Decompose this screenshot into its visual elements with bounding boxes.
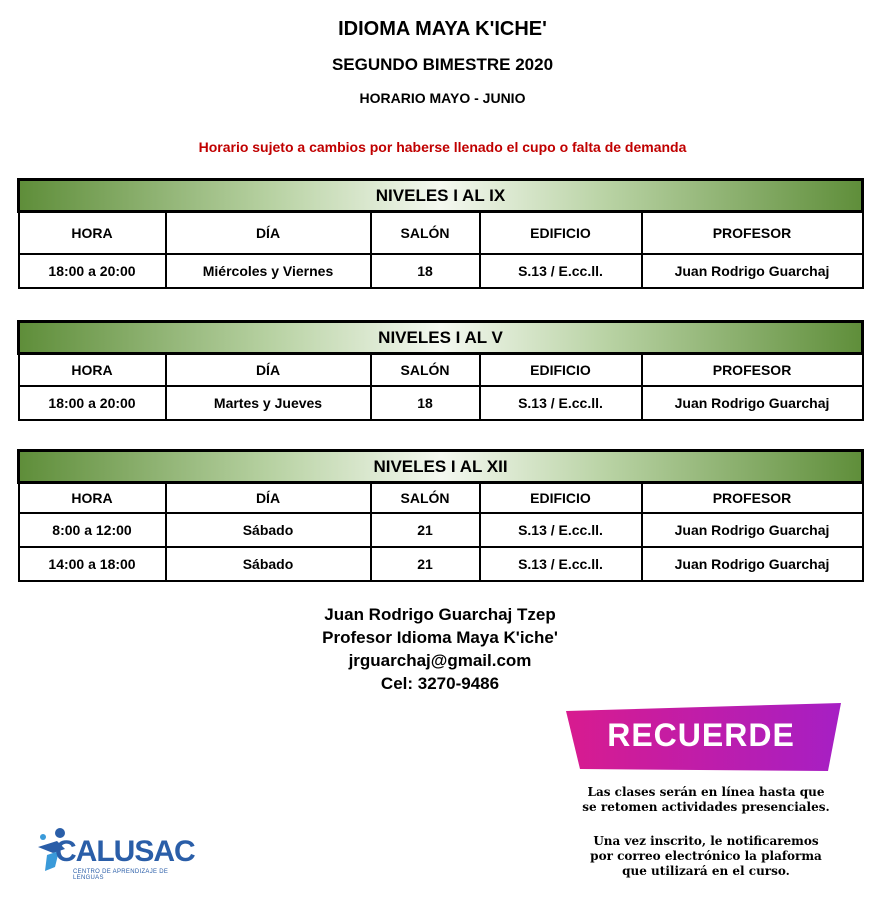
reminder-banner xyxy=(566,703,842,771)
logo-tagline: CENTRO DE APRENDIZAJE DE LENGUAS xyxy=(73,869,169,881)
column-header-hora: HORA xyxy=(19,483,166,514)
page-title: IDIOMA MAYA K'ICHE' xyxy=(338,18,547,40)
cell-hora: 18:00 a 20:00 xyxy=(19,254,166,288)
cell-profesor: Juan Rodrigo Guarchaj xyxy=(642,513,863,547)
cell-edificio: S.13 / E.cc.ll. xyxy=(480,547,642,581)
contact-role: Profesor Idioma Maya K'iche' xyxy=(322,628,558,647)
cell-profesor: Juan Rodrigo Guarchaj xyxy=(642,254,863,288)
column-header-edificio: EDIFICIO xyxy=(480,483,642,514)
schedule-table-levels-1-9 xyxy=(17,178,864,289)
column-header-profesor: PROFESOR xyxy=(642,483,863,514)
page-subtitle: SEGUNDO BIMESTRE 2020 xyxy=(331,55,554,74)
cell-hora: 14:00 a 18:00 xyxy=(19,547,166,581)
reminder-note-platform xyxy=(556,834,856,879)
cell-salon: 18 xyxy=(371,254,480,288)
schedule-period: HORARIO MAYO - JUNIO xyxy=(359,90,526,106)
column-header-dia: DÍA xyxy=(166,483,371,514)
column-header-dia: DÍA xyxy=(166,354,371,387)
column-header-salon: SALÓN xyxy=(371,354,480,387)
column-header-profesor: PROFESOR xyxy=(642,354,863,387)
contact-name: Juan Rodrigo Guarchaj Tzep xyxy=(324,605,556,624)
column-header-salon: SALÓN xyxy=(371,483,480,514)
column-header-profesor: PROFESOR xyxy=(642,212,863,255)
cell-dia: Miércoles y Viernes xyxy=(166,254,371,288)
calusac-logo xyxy=(33,825,193,885)
schedule-table-levels-1-5 xyxy=(17,320,864,421)
logo-wordmark: CALUSAC xyxy=(55,835,195,868)
reminder-line: por correo electrónico la plaforma xyxy=(590,849,822,863)
level-band: NIVELES I AL IX xyxy=(19,180,863,212)
contact-email[interactable]: jrguarchaj@gmail.com xyxy=(348,651,532,670)
cell-dia: Sábado xyxy=(166,547,371,581)
cell-profesor: Juan Rodrigo Guarchaj xyxy=(642,386,863,420)
reminder-line: que utilizará en el curso. xyxy=(622,864,790,878)
cell-hora: 8:00 a 12:00 xyxy=(19,513,166,547)
reminder-note-online xyxy=(556,785,856,815)
column-header-edificio: EDIFICIO xyxy=(480,212,642,255)
cell-edificio: S.13 / E.cc.ll. xyxy=(480,386,642,420)
reminder-line: Las clases serán en línea hasta que xyxy=(587,785,825,799)
contact-block xyxy=(240,603,640,695)
level-band: NIVELES I AL V xyxy=(19,322,863,354)
table-row xyxy=(19,547,863,581)
cell-edificio: S.13 / E.cc.ll. xyxy=(480,254,642,288)
column-header-hora: HORA xyxy=(19,354,166,387)
column-header-dia: DÍA xyxy=(166,212,371,255)
table-row xyxy=(19,386,863,420)
column-header-hora: HORA xyxy=(19,212,166,255)
cell-edificio: S.13 / E.cc.ll. xyxy=(480,513,642,547)
cell-salon: 18 xyxy=(371,386,480,420)
schedule-table-levels-1-12 xyxy=(17,449,864,582)
reminder-label: RECUERDE xyxy=(607,717,795,753)
schedule-notice: Horario sujeto a cambios por haberse llenado el cupo o falta de demanda xyxy=(198,139,687,155)
cell-salon: 21 xyxy=(371,513,480,547)
reminder-line: se retomen actividades presenciales. xyxy=(582,800,830,814)
reminder-line: Una vez inscrito, le notificaremos xyxy=(593,834,819,848)
contact-phone: Cel: 3270-9486 xyxy=(380,674,500,693)
cell-salon: 21 xyxy=(371,547,480,581)
column-header-salon: SALÓN xyxy=(371,212,480,255)
cell-hora: 18:00 a 20:00 xyxy=(19,386,166,420)
level-band: NIVELES I AL XII xyxy=(19,451,863,483)
cell-dia: Martes y Jueves xyxy=(166,386,371,420)
cell-dia: Sábado xyxy=(166,513,371,547)
table-row xyxy=(19,513,863,547)
table-row xyxy=(19,254,863,288)
column-header-edificio: EDIFICIO xyxy=(480,354,642,387)
cell-profesor: Juan Rodrigo Guarchaj xyxy=(642,547,863,581)
